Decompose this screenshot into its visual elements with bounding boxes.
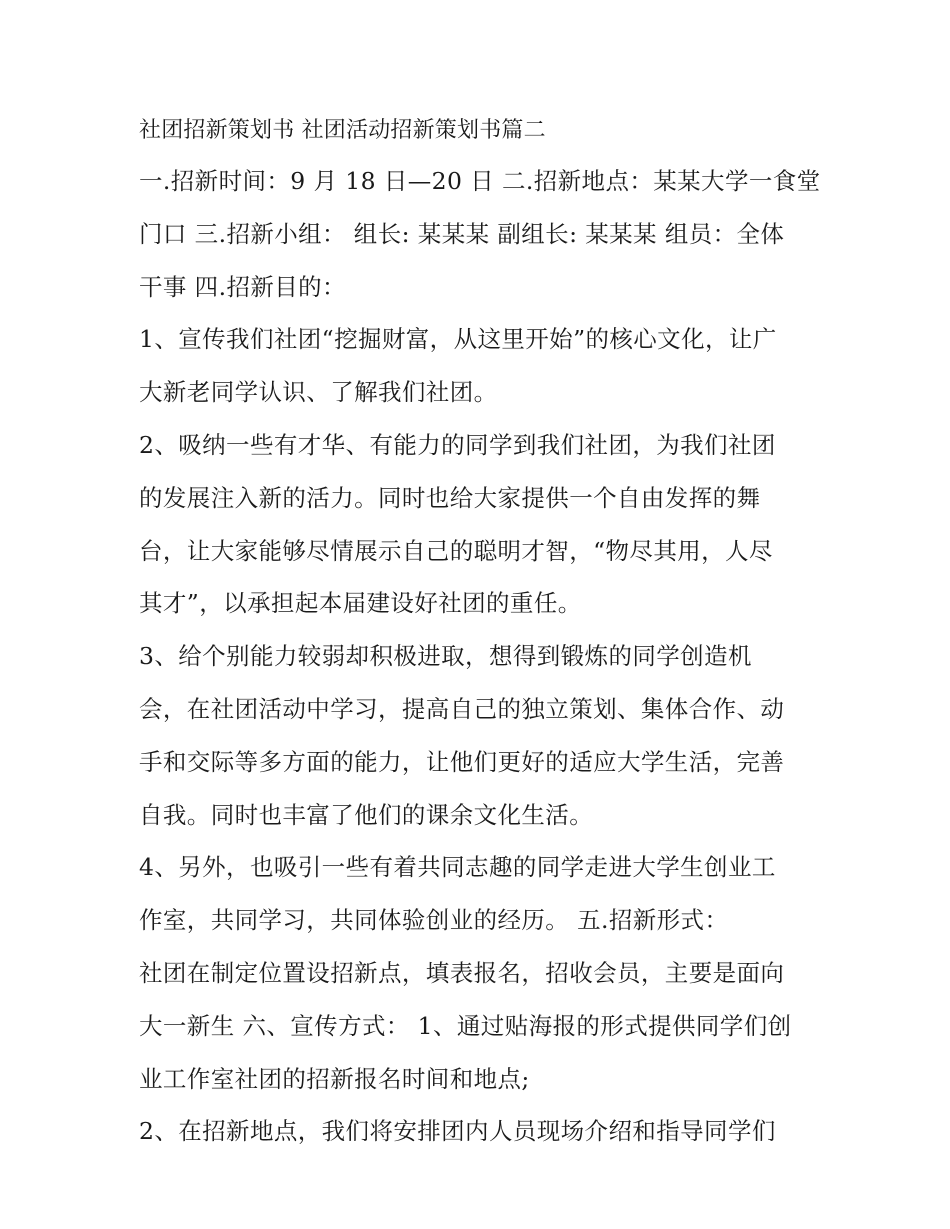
text-line: 作室，共同学习，共同体验创业的经历。 五.招新形式： bbox=[139, 906, 729, 935]
text-line: 2、吸纳一些有才华、有能力的同学到我们社团，为我们社团 bbox=[139, 430, 776, 459]
text-line: 手和交际等多方面的能力，让他们更好的适应大学生活，完善 bbox=[139, 747, 785, 776]
text-line: 自我。同时也丰富了他们的课余文化生活。 bbox=[139, 800, 594, 829]
text-line: 4、另外，也吸引一些有着共同志趣的同学走进大学生创业工 bbox=[139, 853, 776, 882]
text-line: 2、在招新地点，我们将安排团内人员现场介绍和指导同学们 bbox=[139, 1117, 776, 1146]
text-line: 大一新生 六、宣传方式： 1、通过贴海报的形式提供同学们创 bbox=[139, 1011, 792, 1040]
text-line: 的发展注入新的活力。同时也给大家提供一个自由发挥的舞 bbox=[139, 483, 761, 512]
text-line: 社团在制定位置设招新点，填表报名，招收会员，主要是面向 bbox=[139, 958, 785, 987]
text-line: 其才”，以承担起本届建设好社团的重任。 bbox=[139, 589, 582, 618]
document-title: 社团招新策划书 社团活动招新策划书篇二 bbox=[139, 118, 546, 143]
text-line: 3、给个别能力较弱却积极进取，想得到锻炼的同学创造机 bbox=[139, 642, 752, 671]
document-body bbox=[139, 108, 819, 1161]
text-line: 会，在社团活动中学习，提高自己的独立策划、集体合作、动 bbox=[139, 694, 785, 723]
text-line: 干事 四.招新目的： bbox=[139, 272, 346, 301]
text-line: 台，让大家能够尽情展示自己的聪明才智，“物尽其用，人尽 bbox=[139, 536, 773, 565]
text-line: 1、宣传我们社团“挖掘财富，从这里开始”的核心文化，让广 bbox=[139, 325, 777, 354]
text-line: 门口 三.招新小组： 组长: 某某某 副组长: 某某某 组员：全体 bbox=[139, 219, 785, 248]
text-line: 一.招新时间：9 月 18 日—20 日 二.招新地点：某某大学一食堂 bbox=[139, 167, 821, 195]
text-line: 业工作室社团的招新报名时间和地点; bbox=[139, 1064, 530, 1093]
text-line: 大新老同学认识、了解我们社团。 bbox=[139, 378, 498, 407]
